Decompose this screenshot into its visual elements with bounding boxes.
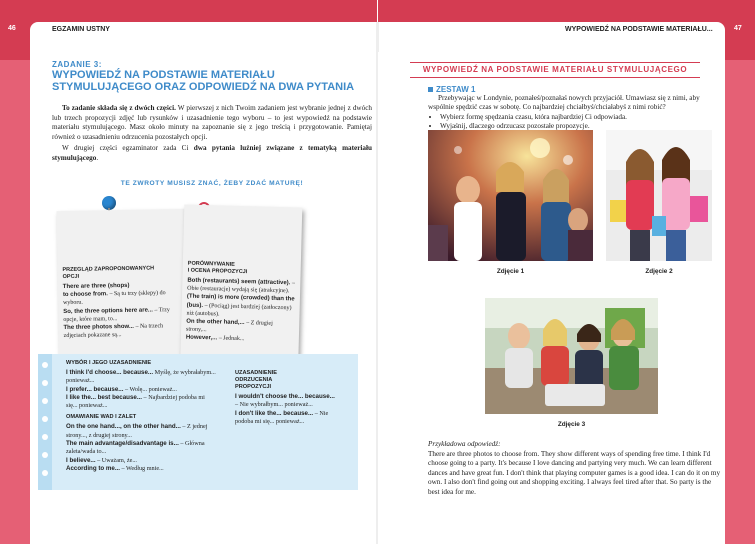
col1-title-2: OMAWIANIE WAD I ZALET — [66, 414, 137, 421]
note-b-title: PORÓWNYWANIE I OCENA PROPOZYCJI — [187, 260, 248, 276]
col1-entry-1: I think I'd choose... because... Myślę, że wybrałabym... ponieważ... — [66, 369, 216, 385]
bullet-dot-icon — [42, 398, 48, 404]
task-title-line-2: STYMULUJĄCEGO ORAZ ODPOWIEDŹ NA DWA PYTANIA — [52, 81, 355, 93]
col2-entry-2: I don't like the... because... – Nie podoba mi się... ponieważ... — [235, 409, 329, 425]
right-running-title: WYPOWIEDŹ NA PODSTAWIE MATERIAŁU... — [565, 26, 713, 33]
prompt-bullet-2: • Wyjaśnij, dlaczego odrzucasz pozostałe propozycje. — [440, 122, 723, 131]
bullet-dot-icon — [42, 452, 48, 458]
task-title — [52, 60, 372, 93]
intro-p1-rest: W pierwszej z nich Twoim zadaniem jest wybranie jednej z dwóch lub trzech propozycji zdjęć lub rysunków i uzasadnienie tego wyboru – to jest wypowiedź na podstawie materiału stymulującego. Masz około minuty na zapoznanie się z jego treścią i przygotowanie. Pamiętaj również o uzasadnieniu odrzucenia pozostałych opcji. — [52, 104, 372, 141]
sample-answer-text: There are three photos to choose from. They show different ways of spending free time. I think I'd choose going to a party. It's because I love dancing and partying very much. We can learn different dances and have great fun. I don't think that playing computer games is a good idea. I can do it on my own. I also don't find going out and shopping exciting. I always feel tired after that. So party is the best idea for me. — [428, 449, 721, 496]
intro-p2-start: W drugiej części egzaminator zada Ci — [62, 144, 194, 153]
col1-entry-2: I prefer... because... – Wolę... ponieważ... — [66, 385, 177, 393]
bullet-dot-icon — [42, 416, 48, 422]
intro-p2-bold: dwa pytania luźniej związane z tematyką materiału stymulującego — [52, 144, 373, 162]
intro-p2-end: . — [96, 153, 99, 162]
task-title-line-1: WYPOWIEDŹ NA PODSTAWIE MATERIAŁU — [52, 69, 275, 81]
col1-entry-4: On the one hand..., on the other hand... – Z jednej strony..., z drugiej strony... — [66, 423, 208, 439]
note-b-entry-4: However,... – Jednak... — [185, 334, 245, 343]
bullet-dot-icon — [42, 380, 48, 386]
photo-1-caption: Zdjęcie 1 — [496, 268, 525, 275]
set-prompt — [428, 94, 723, 132]
task-label: ZADANIE 3: — [52, 60, 102, 69]
col1-entry-6: I believe... – Uważam, że... — [66, 456, 137, 464]
note-b-entry-1: Both (restaurants) seem (attractive). – Obie (restauracje) wydają się (atrakcyjne). — [187, 277, 295, 295]
note-a-entry-3: So, the three options here are... – Trzy opcje, które mam, to... — [63, 306, 170, 323]
left-running-title: EGZAMIN USTNY — [52, 26, 110, 33]
phrases-heading: TE ZWROTY MUSISZ ZNAĆ, ŻEBY ZDAĆ MATURĘ! — [120, 180, 304, 187]
col1-title-1: WYBÓR I JEGO UZASADNIENIE — [66, 360, 152, 366]
note-a-entry-4: The three photos show... – Na trzech zdjęciach pokazane są... — [63, 323, 164, 340]
right-page-number: 47 — [734, 25, 742, 32]
set-label: ZESTAW 1 — [428, 85, 475, 94]
note-b-entry-2: (The train) is more (crowded) than the (bus). – (Pociąg) jest bardziej (zatłoczony) niż (autobus). — [186, 293, 295, 318]
photo-2-caption: Zdjęcie 2 — [645, 268, 673, 275]
left-side-strip — [0, 60, 30, 544]
photo-party — [428, 130, 593, 261]
square-bullet-icon — [428, 87, 433, 92]
prompt-bullets — [428, 113, 723, 132]
note-a-entry-2: to choose from. – Są tu trzy (sklepy) do wyboru. — [62, 290, 166, 307]
left-page — [30, 52, 377, 544]
prompt-text: Przebywając w Londynie, poznałeś/poznałaś nowych przyjaciół. Umawiasz się z nimi, aby wspólnie spędzić czas w sobotę. Co najbardziej chciałbyś/chciałabyś z nimi robić? — [428, 94, 700, 112]
col2-title: UZASADNIENIE ODRZUCENIA PROPOZYCJI — [235, 370, 277, 390]
photo-computer-games — [485, 298, 658, 414]
intro-p1-bold: To zadanie składa się z dwóch części. — [62, 104, 176, 112]
intro-paragraph-2 — [52, 144, 372, 163]
sample-answer — [428, 440, 723, 498]
prompt-bullet-1: • Wybierz formę spędzania czasu, która najbardziej Ci odpowiada. — [440, 113, 723, 122]
photo-shopping — [606, 130, 712, 261]
note-a-entry-1: There are three (shops) — [62, 282, 130, 291]
right-side-strip — [725, 60, 755, 544]
bullet-dot-icon — [42, 362, 48, 368]
right-page-heading: WYPOWIEDŹ NA PODSTAWIE MATERIAŁU STYMULUJĄCEGO — [410, 62, 700, 78]
col1-entry-7: According to me... – Według mnie... — [66, 464, 164, 472]
task-intro — [52, 104, 372, 166]
col1-entry-5: The main advantage/disadvantage is... – Główna zaleta/wada to... — [66, 440, 205, 456]
note-a-title: PRZEGLĄD ZAPROPONOWANYCH OPCJI — [62, 265, 155, 281]
note-b-entry-3: On the other hand,... – Z drugiej strony,... — [185, 318, 273, 334]
phrases-column-rejection — [235, 370, 335, 426]
intro-paragraph-1 — [52, 104, 372, 142]
left-page-number: 46 — [8, 25, 16, 32]
photo-3-caption: Zdjęcie 3 — [557, 421, 586, 428]
col2-entry-1: I wouldn't choose the... because... – Nie wybrałbym... ponieważ... — [235, 393, 335, 409]
col1-entry-3: I like the... best because... – Najbardziej podoba mi się... ponieważ... — [66, 393, 205, 410]
phrases-column-choice — [66, 360, 216, 473]
sample-answer-label: Przykładowa odpowiedź: — [428, 440, 501, 448]
bullet-dot-icon — [42, 470, 48, 476]
right-page — [378, 52, 725, 544]
bullet-dot-icon — [42, 434, 48, 440]
